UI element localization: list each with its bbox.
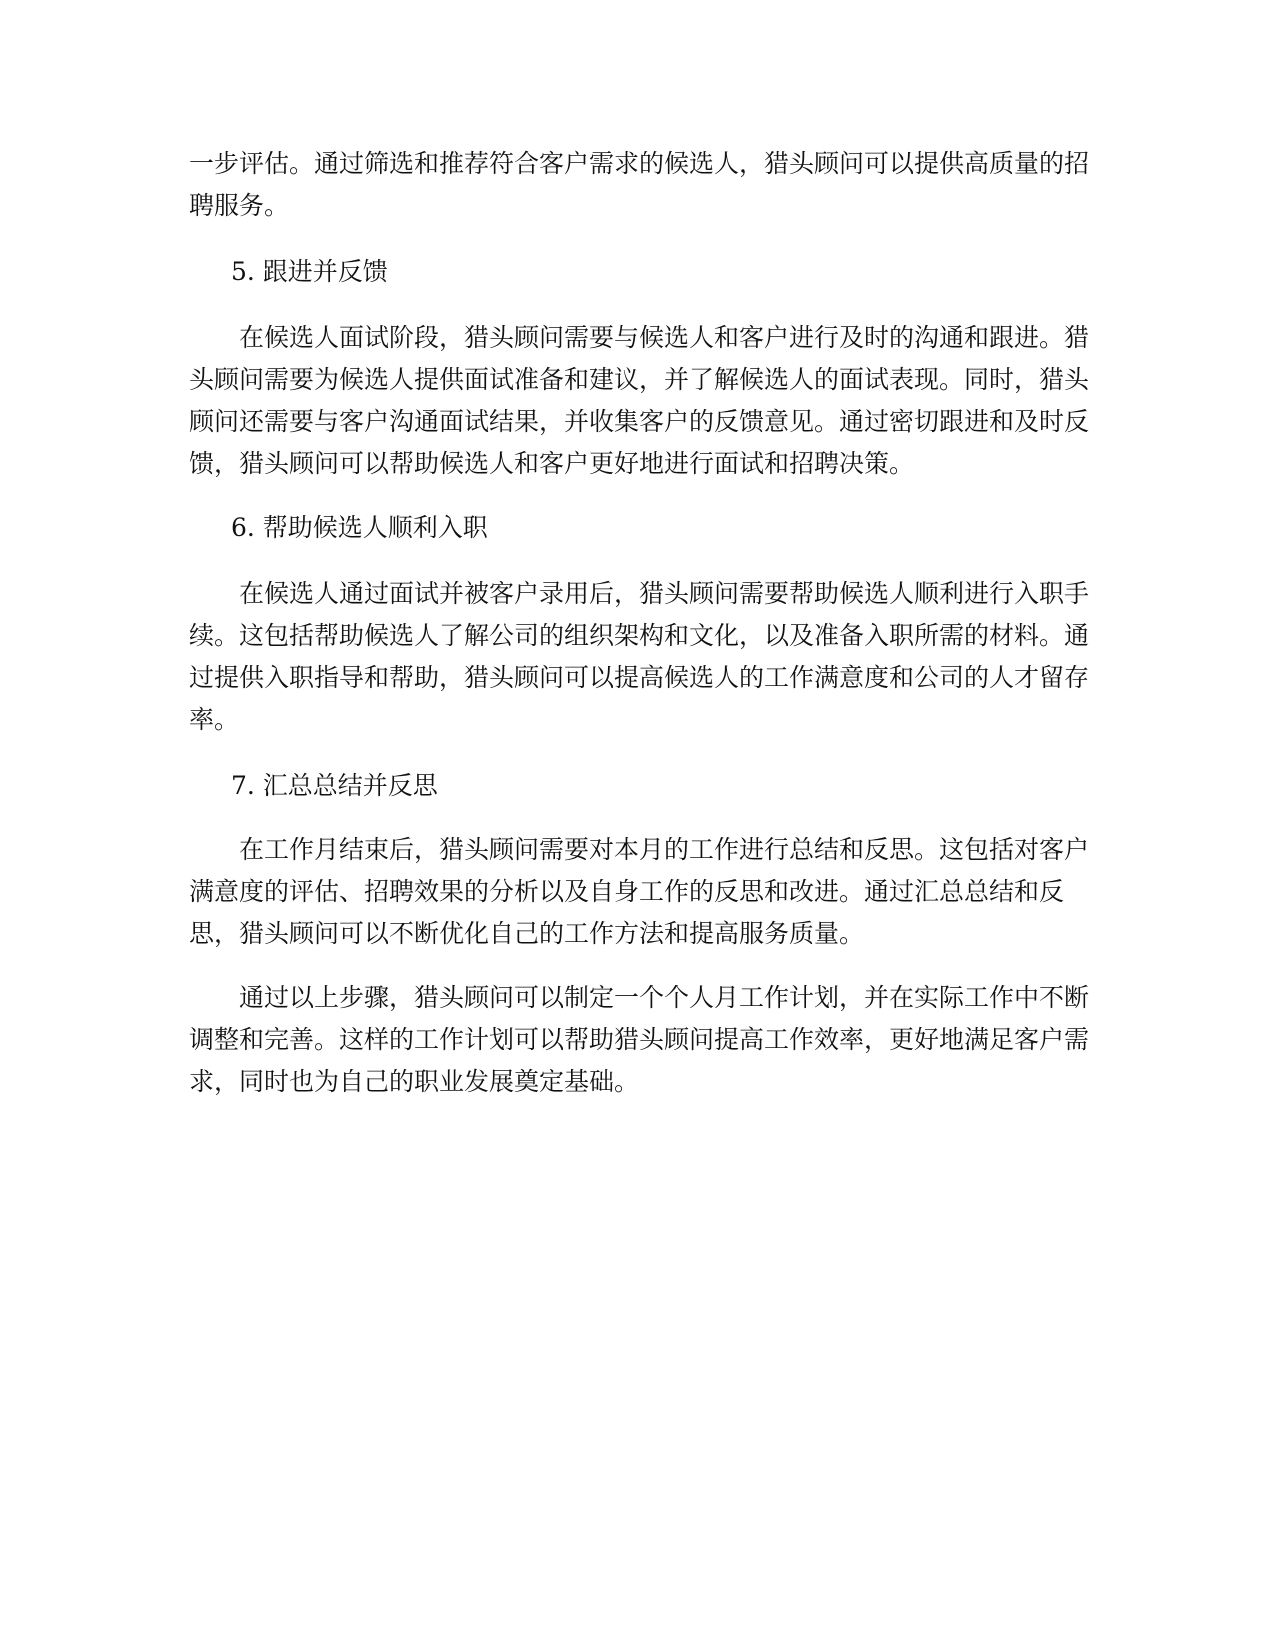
continuation-paragraph: 一步评估。通过筛选和推荐符合客户需求的候选人，猎头顾问可以提供高质量的招聘服务。: [189, 149, 1090, 220]
conclusion-paragraph: 通过以上步骤，猎头顾问可以制定一个个人月工作计划，并在实际工作中不断调整和完善。这样的工作计划可以帮助猎头顾问提高工作效率，更好地满足客户需求，同时也为自己的职业发展奠定基础。: [189, 983, 1090, 1096]
section-heading-5: 5. 跟进并反馈: [231, 257, 388, 286]
section-heading-6: 6. 帮助候选人顺利入职: [231, 513, 488, 542]
document-body: [189, 143, 1089, 1103]
section-body-7: 在工作月结束后，猎头顾问需要对本月的工作进行总结和反思。这包括对客户满意度的评估、招聘效果的分析以及自身工作的反思和改进。通过汇总总结和反思，猎头顾问可以不断优化自己的工作方法和提高服务质量。: [189, 835, 1090, 948]
section-body-5: 在候选人面试阶段，猎头顾问需要与候选人和客户进行及时的沟通和跟进。猎头顾问需要为候选人提供面试准备和建议，并了解候选人的面试表现。同时，猎头顾问还需要与客户沟通面试结果，并收集客户的反馈意见。通过密切跟进和及时反馈，猎头顾问可以帮助候选人和客户更好地进行面试和招聘决策。: [189, 323, 1090, 478]
section-heading-7: 7. 汇总总结并反思: [231, 771, 438, 800]
section-body-6: 在候选人通过面试并被客户录用后，猎头顾问需要帮助候选人顺利进行入职手续。这包括帮助候选人了解公司的组织架构和文化，以及准备入职所需的材料。通过提供入职指导和帮助，猎头顾问可以提高候选人的工作满意度和公司的人才留存率。: [189, 579, 1090, 734]
